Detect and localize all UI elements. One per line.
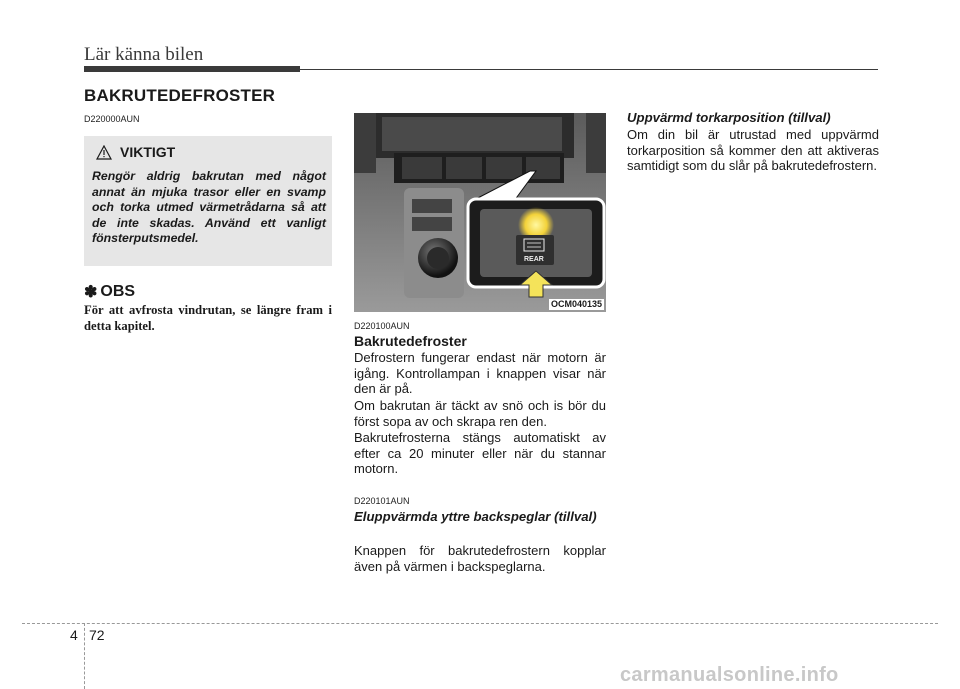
warning-box [84, 136, 332, 266]
mirrors-code: D220101AUN [354, 496, 410, 506]
watermark: carmanualsonline.info [620, 664, 839, 686]
obs-text: För att avfrosta vindrutan, se längre fram i detta kapitel. [84, 303, 332, 333]
defroster-paragraph-3: Bakrutefrosterna stängs automatiskt av efter ca 20 minuter eller när du stannar motorn. [354, 430, 606, 476]
warning-title: VIKTIGT [120, 144, 176, 160]
wiper-text: Om din bil är utrustad med uppvärmd torkarposition så kommer den att aktiveras samtidigt som du slår på bakrutedefrostern. [627, 127, 879, 173]
warning-head [96, 144, 175, 160]
rear-button-label: REAR [524, 256, 544, 263]
warning-triangle-icon [96, 145, 112, 160]
footer-page-number: 72 [89, 627, 105, 643]
wiper-title: Uppvärmd torkarposition (tillval) [627, 110, 831, 125]
defroster-paragraph-1: Defrostern fungerar endast när motorn är igång. Kontrollampan i knappen visar när den är på. [354, 350, 606, 396]
mirrors-title: Eluppvärmda yttre backspeglar (tillval) [354, 509, 597, 524]
obs-symbol-icon: ✽ [84, 284, 98, 301]
section-title: BAKRUTEDEFROSTER [84, 86, 276, 105]
section-code: D220000AUN [84, 114, 140, 124]
footer-divider [84, 623, 85, 689]
defroster-title: Bakrutedefroster [354, 333, 467, 349]
warning-text: Rengör aldrig bakrutan med något annat än mjuka trasor eller en svamp och torka utmed värmetrådarna så att de inte skadas. Använd ett vanligt fönsterputsmedel. [92, 169, 326, 245]
header-bar [84, 66, 300, 72]
obs-heading [84, 282, 135, 302]
footer-chapter-number: 4 [70, 627, 78, 643]
header-rule [300, 69, 878, 70]
figure-caption: OCM040135 [550, 299, 602, 309]
defroster-paragraph-2: Om bakrutan är täckt av snö och is bör du först sopa av och skrapa ren den. [354, 398, 606, 429]
dashboard-illustration [354, 113, 606, 312]
defroster-code: D220100AUN [354, 321, 410, 331]
defroster-button-figure [354, 113, 606, 312]
footer-rule [22, 623, 938, 624]
chapter-title: Lär känna bilen [84, 44, 204, 65]
mirrors-text: Knappen för bakrutedefrostern kopplar även på värmen i backspeglarna. [354, 543, 606, 574]
obs-title: OBS [100, 283, 136, 300]
